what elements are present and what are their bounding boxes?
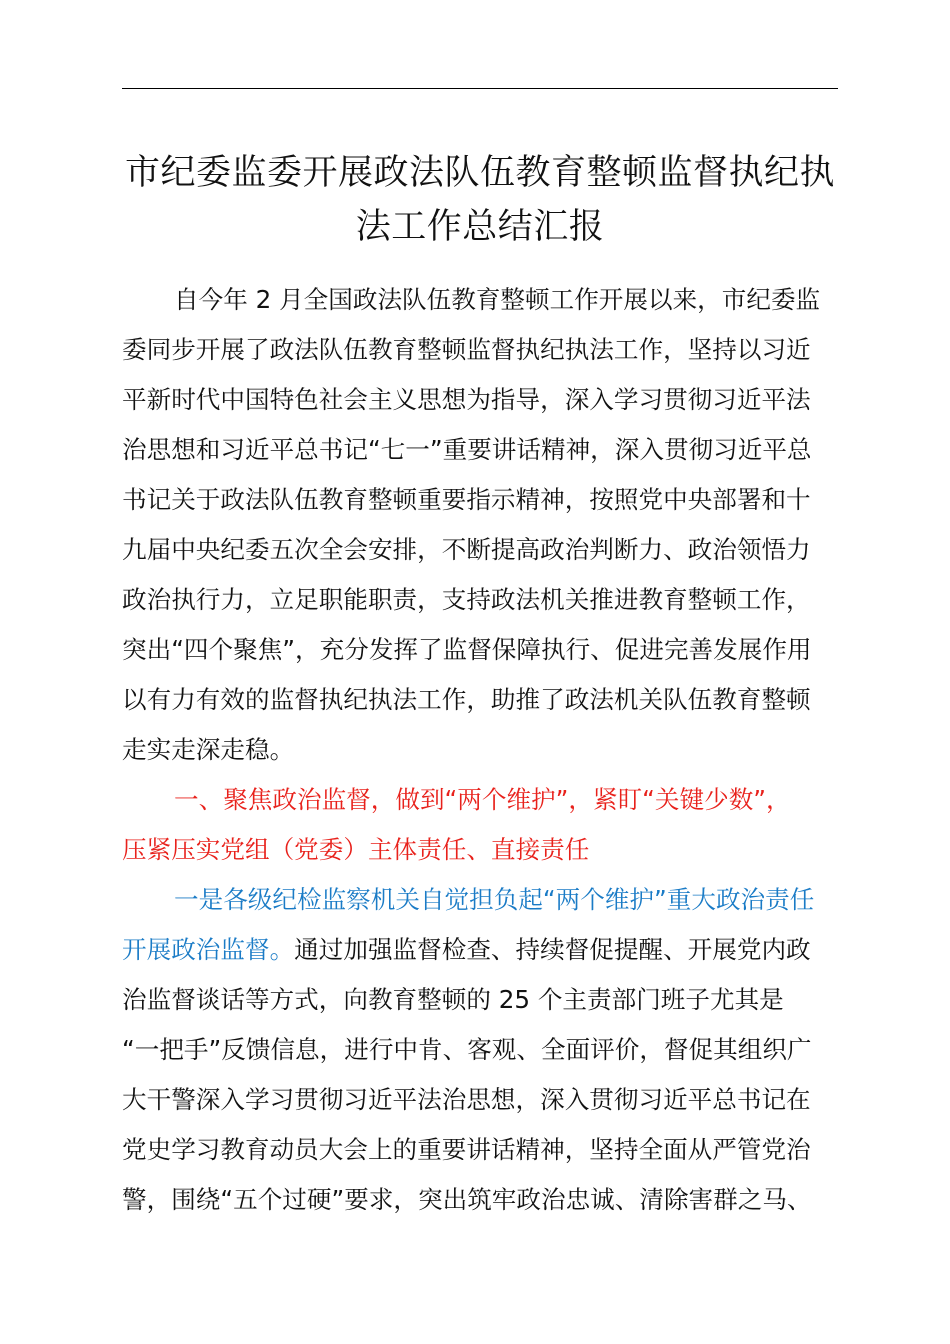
text-line — [122, 925, 838, 975]
text-line: 突出“四个聚焦”，充分发挥了监督保障执行、促进完善发展作用 — [122, 635, 812, 664]
text-line: 压紧压实党组（党委）主体责任、直接责任 — [122, 835, 590, 864]
text-line: 走实走深走稳。 — [122, 735, 295, 764]
text-line: 党史学习教育动员大会上的重要讲话精神，坚持全面从严管党治 — [122, 1135, 811, 1164]
document-title — [122, 146, 838, 254]
text-line: 书记关于政法队伍教育整顿重要指示精神，按照党中央部署和十 — [122, 485, 811, 514]
document-body — [122, 275, 838, 1225]
text-line: 平新时代中国特色社会主义思想为指导，深入学习贯彻习近平法 — [122, 385, 811, 414]
text-line: 自今年 2 月全国政法队伍教育整顿工作开展以来，市纪委监 — [174, 285, 821, 314]
text-segment: 通过加强监督检查、持续督促提醒、开展党内政 — [294, 935, 811, 964]
text-line: 一是各级纪检监察机关自觉担负起“两个维护”重大政治责任 — [174, 885, 815, 914]
text-line: 警，围绕“五个过硬”要求，突出筑牢政治忠诚、清除害群之马、 — [122, 1185, 812, 1214]
text-line: “一把手”反馈信息，进行中肯、客观、全面评价，督促其组织广 — [122, 1035, 812, 1064]
text-line: 政治执行力，立足职能职责，支持政法机关推进教育整顿工作， — [122, 585, 811, 614]
text-line: 大干警深入学习贯彻习近平法治思想，深入贯彻习近平总书记在 — [122, 1085, 811, 1114]
text-segment: 开展政治监督。 — [122, 935, 295, 964]
text-line: 一、聚焦政治监督，做到“两个维护”，紧盯“关键少数”， — [174, 785, 791, 814]
title-line-1: 市纪委监委开展政法队伍教育整顿监督执纪执 — [124, 153, 835, 193]
text-line: 治思想和习近平总书记“七一”重要讲话精神，深入贯彻习近平总 — [122, 435, 812, 464]
text-line: 以有力有效的监督执纪执法工作，助推了政法机关队伍教育整顿 — [122, 685, 811, 714]
text-line: 九届中央纪委五次全会安排，不断提高政治判断力、政治领悟力 — [122, 535, 811, 564]
top-rule — [122, 88, 838, 89]
text-line: 治监督谈话等方式，向教育整顿的 25 个主责部门班子尤其是 — [122, 985, 784, 1014]
title-line-2: 法工作总结汇报 — [355, 207, 605, 247]
text-line: 委同步开展了政法队伍教育整顿监督执纪执法工作，坚持以习近 — [122, 335, 811, 364]
